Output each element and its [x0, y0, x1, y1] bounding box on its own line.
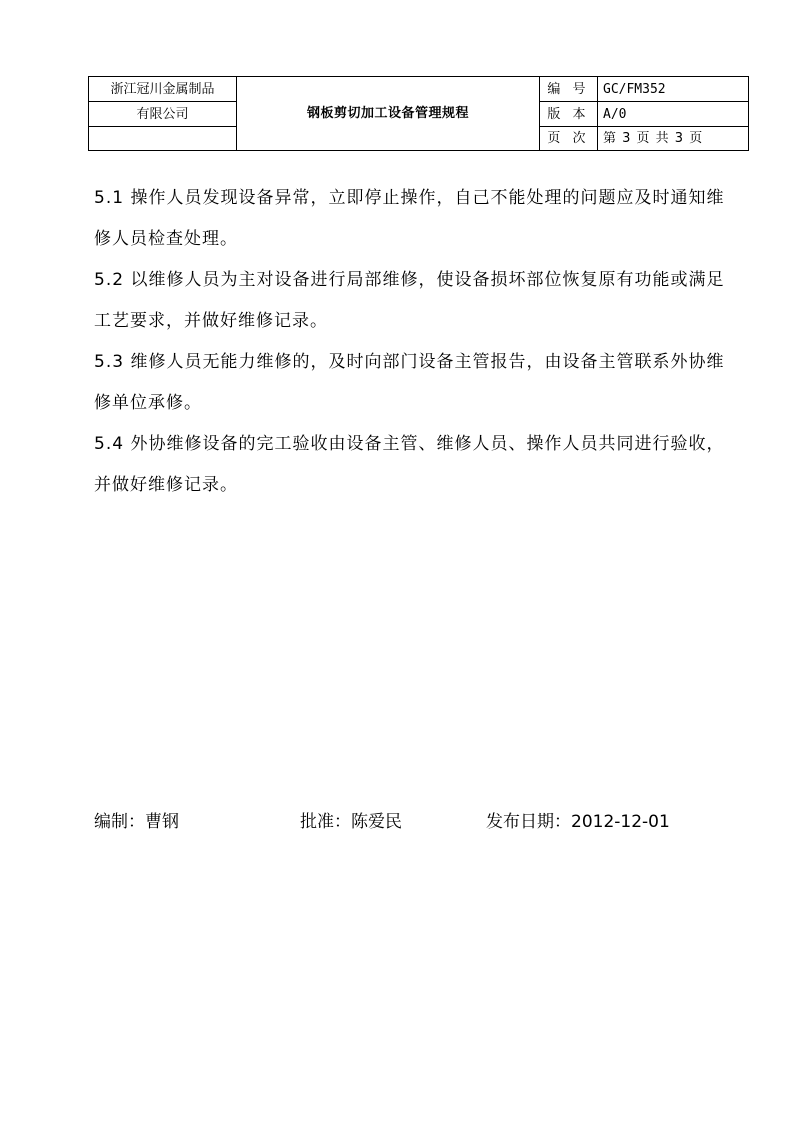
version-label: 版 本 [540, 102, 598, 127]
code-value: GC/FM352 [598, 77, 749, 102]
signature-footer [94, 807, 734, 833]
document-title: 钢板剪切加工设备管理规程 [237, 77, 540, 151]
version-value: A/0 [598, 102, 749, 127]
prepared-by: 编制：曹钢 [94, 812, 179, 832]
paragraph-5-3: 5.3 维修人员无能力维修的，及时向部门设备主管报告，由设备主管联系外协维修单位承修。 [94, 352, 725, 413]
document-body [94, 178, 734, 506]
paragraph-5-4: 5.4 外协维修设备的完工验收由设备主管、维修人员、操作人员共同进行验收，并做好维修记录。 [94, 434, 725, 495]
page-value: 第 3 页 共 3 页 [598, 127, 749, 151]
document-header-table [88, 76, 749, 151]
page-label: 页 次 [540, 127, 598, 151]
paragraph-5-1: 5.1 操作人员发现设备异常，立即停止操作，自己不能处理的问题应及时通知维修人员检查处理。 [94, 188, 725, 249]
release-date: 发布日期：2012-12-01 [486, 812, 670, 832]
company-name-line1: 浙江冠川金属制品 [89, 77, 237, 102]
code-label: 编 号 [540, 77, 598, 102]
company-name-line2: 有限公司 [89, 102, 237, 127]
approved-by: 批准：陈爱民 [300, 812, 402, 832]
company-empty-cell [89, 127, 237, 151]
paragraph-5-2: 5.2 以维修人员为主对设备进行局部维修，使设备损坏部位恢复原有功能或满足工艺要求，并做好维修记录。 [94, 270, 725, 331]
